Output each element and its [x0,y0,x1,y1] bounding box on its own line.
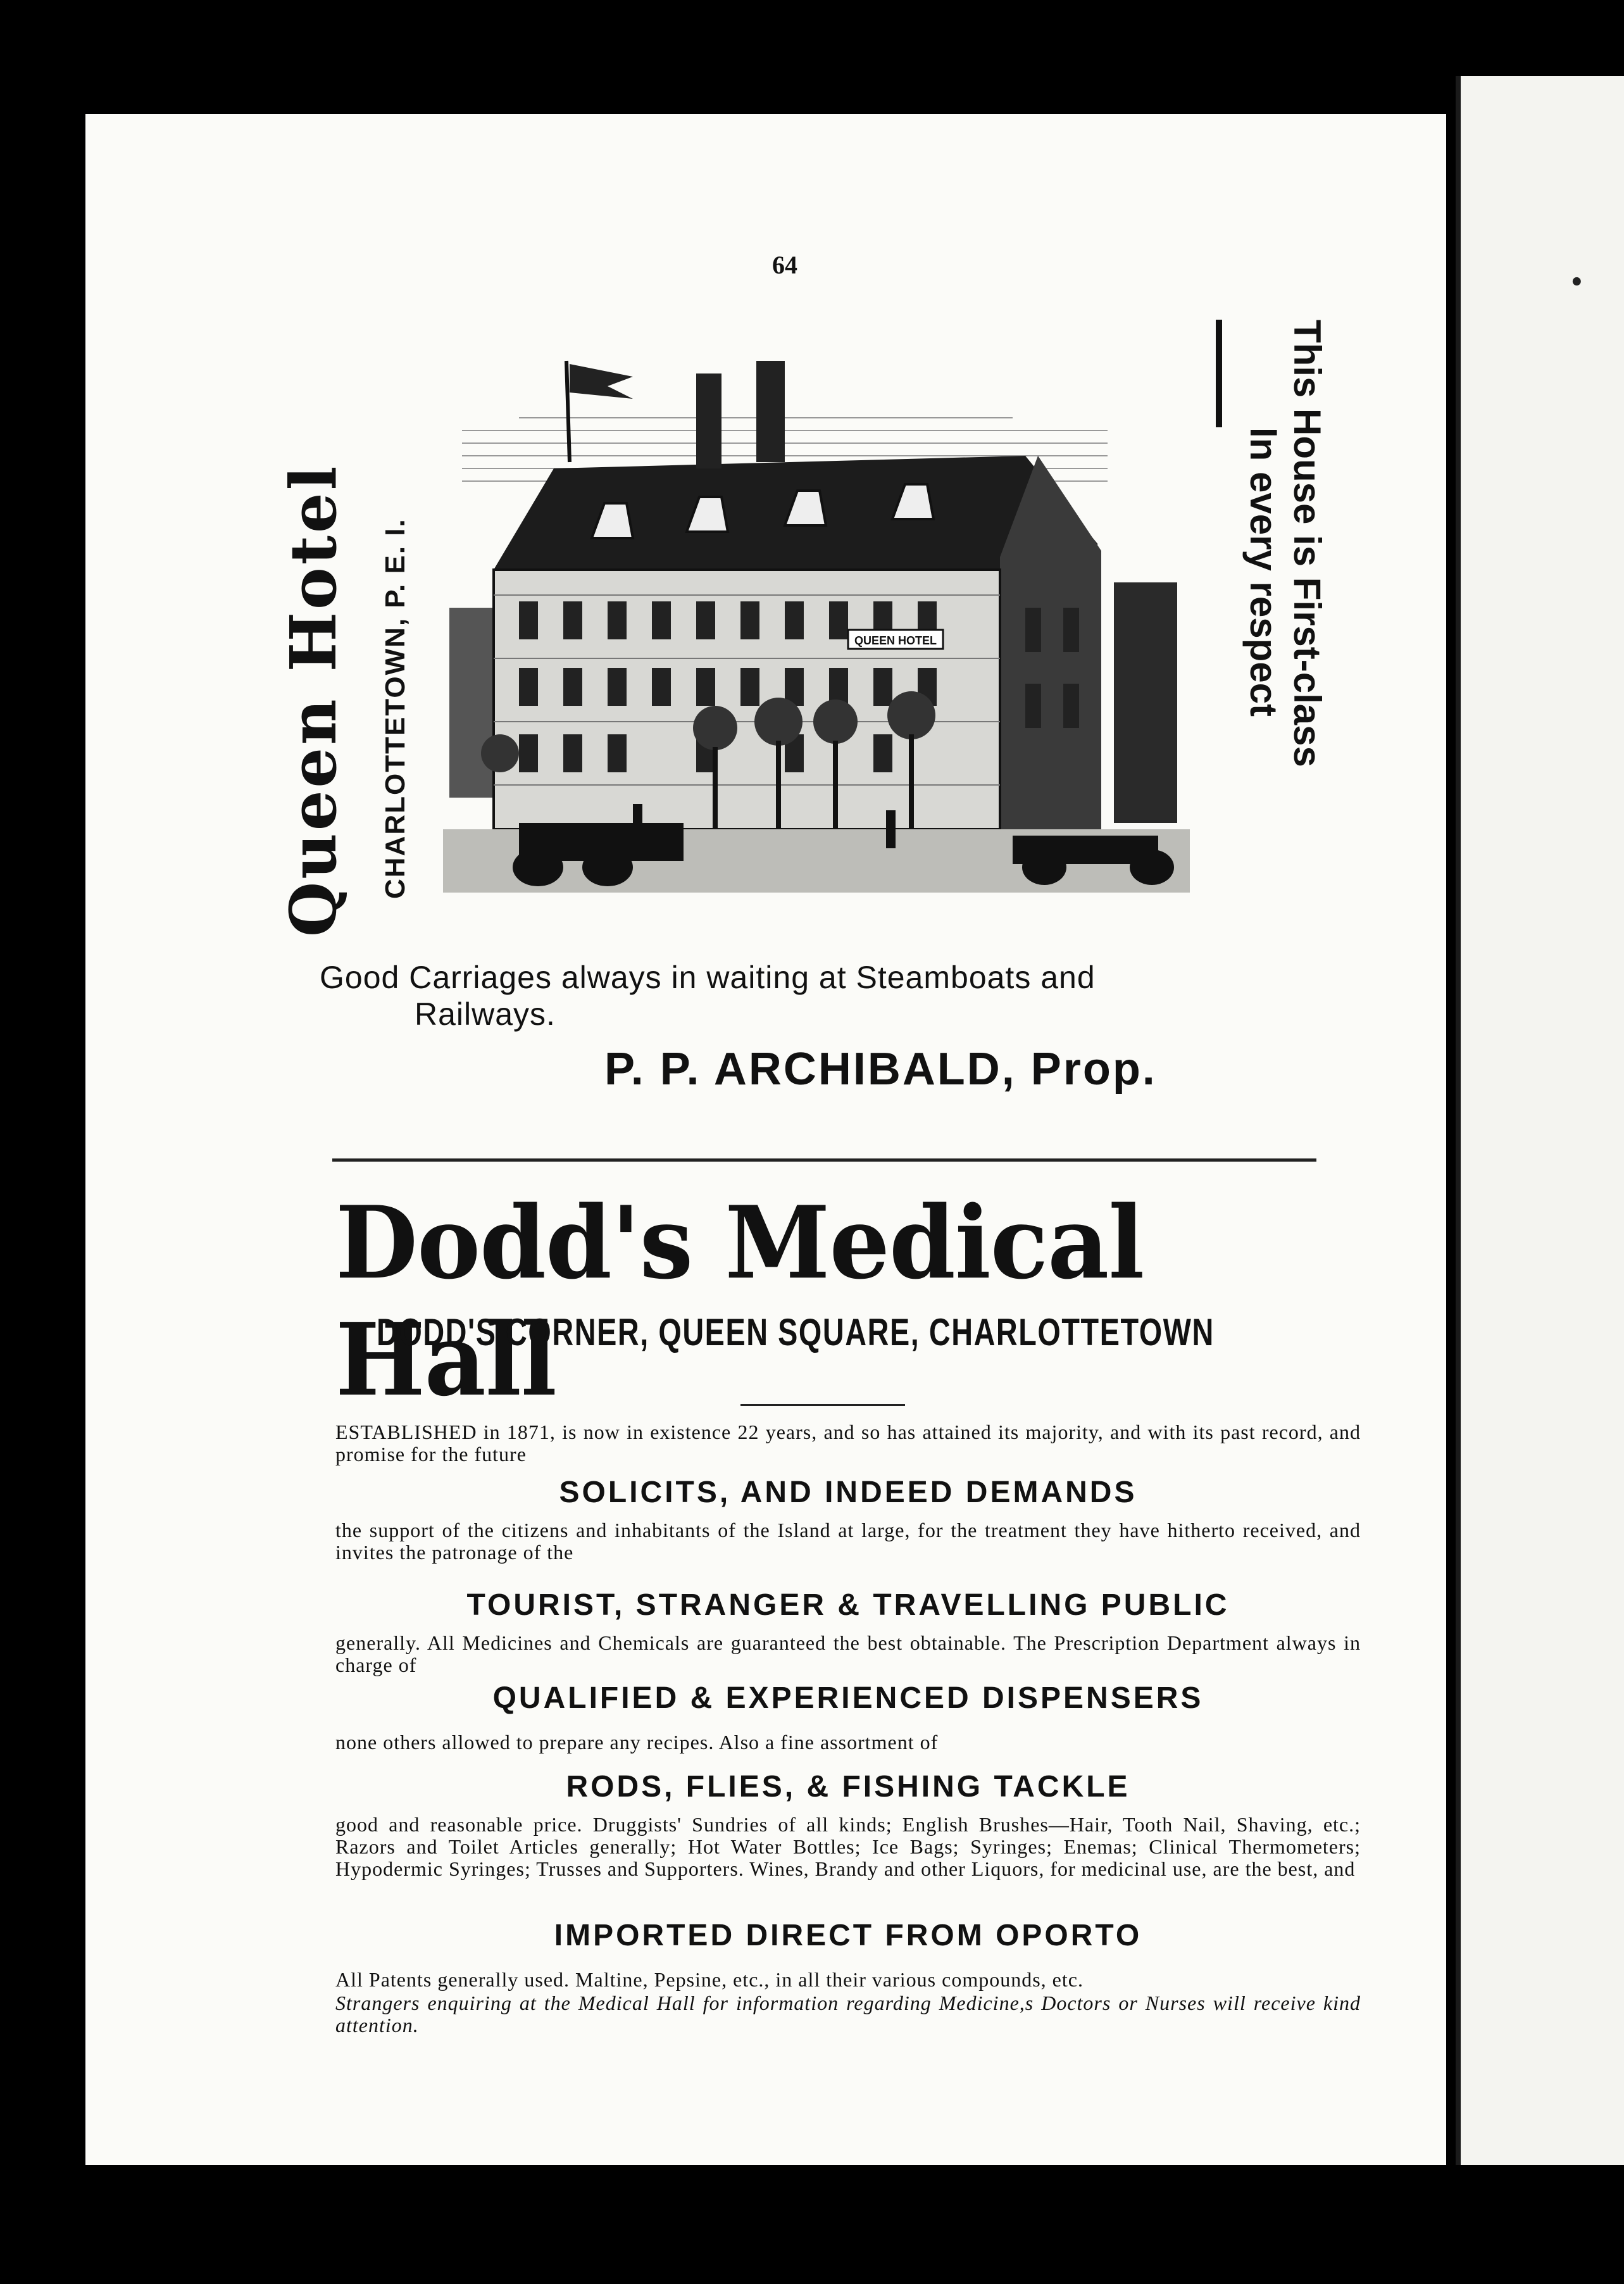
paragraph-6: All Patents generally used. Maltine, Pepsine, etc., in all their various compounds, etc. [335,1968,1084,1991]
carriages-notice [320,959,1332,1032]
queen-hotel-vertical-title [276,329,411,937]
paragraph-3: generally. All Medicines and Chemicals are guaranteed the best obtainable. The Prescription Department always in charge of [335,1631,1361,1676]
hotel-building-illustration [443,342,1190,912]
hotel-name: Queen Hotel [276,463,351,937]
slogan-line-2: In every respect [1242,427,1285,717]
proprietor: P. P. ARCHIBALD, Prop. [604,1044,1157,1095]
slogan-line-1: This House is First-class [1286,320,1328,767]
hotel-sign-text: QUEEN HOTEL [854,634,937,647]
adjacent-page-edge [1456,76,1624,2165]
carriages-line-2: Railways. [415,996,556,1032]
flag-icon [570,364,633,399]
heading-3: QUALIFIED & EXPERIENCED DISPENSERS [492,1681,1204,1715]
paragraph-6-italic: Strangers enquiring at the Medical Hall for information regarding Medicine,s Doctors or Nurses will receive kind attention. [335,1992,1361,2036]
paragraph-4: none others allowed to prepare any recipes. Also a fine assortment of [335,1731,939,1754]
paragraph-5: good and reasonable price. Druggists' Sundries of all kinds; English Brushes—Hair, Tooth Nail, Shaving, etc.; Razors and Toilet Articles generally; Hot Water Bottles; Ice Bags; Syringes; Enemas; Clinical Thermometers; Hypodermic Syringes; Trusses and Supporters. Wines, Brandy and other Liquors, for medicinal use, are the best, and [335,1813,1361,1880]
slogan-dash [1216,320,1222,427]
page-number: 64 [772,251,797,279]
heading-5: IMPORTED DIRECT FROM OPORTO [554,1919,1142,1952]
edge-mark: · [1568,254,1585,310]
heading-1: SOLICITS, AND INDEED DEMANDS [559,1476,1137,1509]
flag-pole [566,361,570,462]
hotel-location: CHARLOTTETOWN, P. E. I. [380,518,411,899]
heading-4: RODS, FLIES, & FISHING TACKLE [566,1770,1130,1804]
heading-2: TOURIST, STRANGER & TRAVELLING PUBLIC [466,1588,1230,1622]
paragraph-2: the support of the citizens and inhabitants of the Island at large, for the treatment they have hitherto received, and invites the patronage of the [335,1519,1361,1564]
dodds-address: DODD'S CORNER, QUEEN SQUARE, CHARLOTTETOWN [377,1311,1215,1353]
section-divider [332,1158,1316,1162]
dodds-title: Dodd's Medical Hall [335,1184,1144,1419]
paragraph-1: ESTABLISHED in 1871, is now in existence 22 years, and so has attained its majority, and with its past record, and promise for the future [335,1421,1361,1465]
hotel-side-slogan [1242,320,1329,921]
carriages-line-1: Good Carriages always in waiting at Steamboats and [320,960,1096,995]
short-rule [740,1404,905,1406]
